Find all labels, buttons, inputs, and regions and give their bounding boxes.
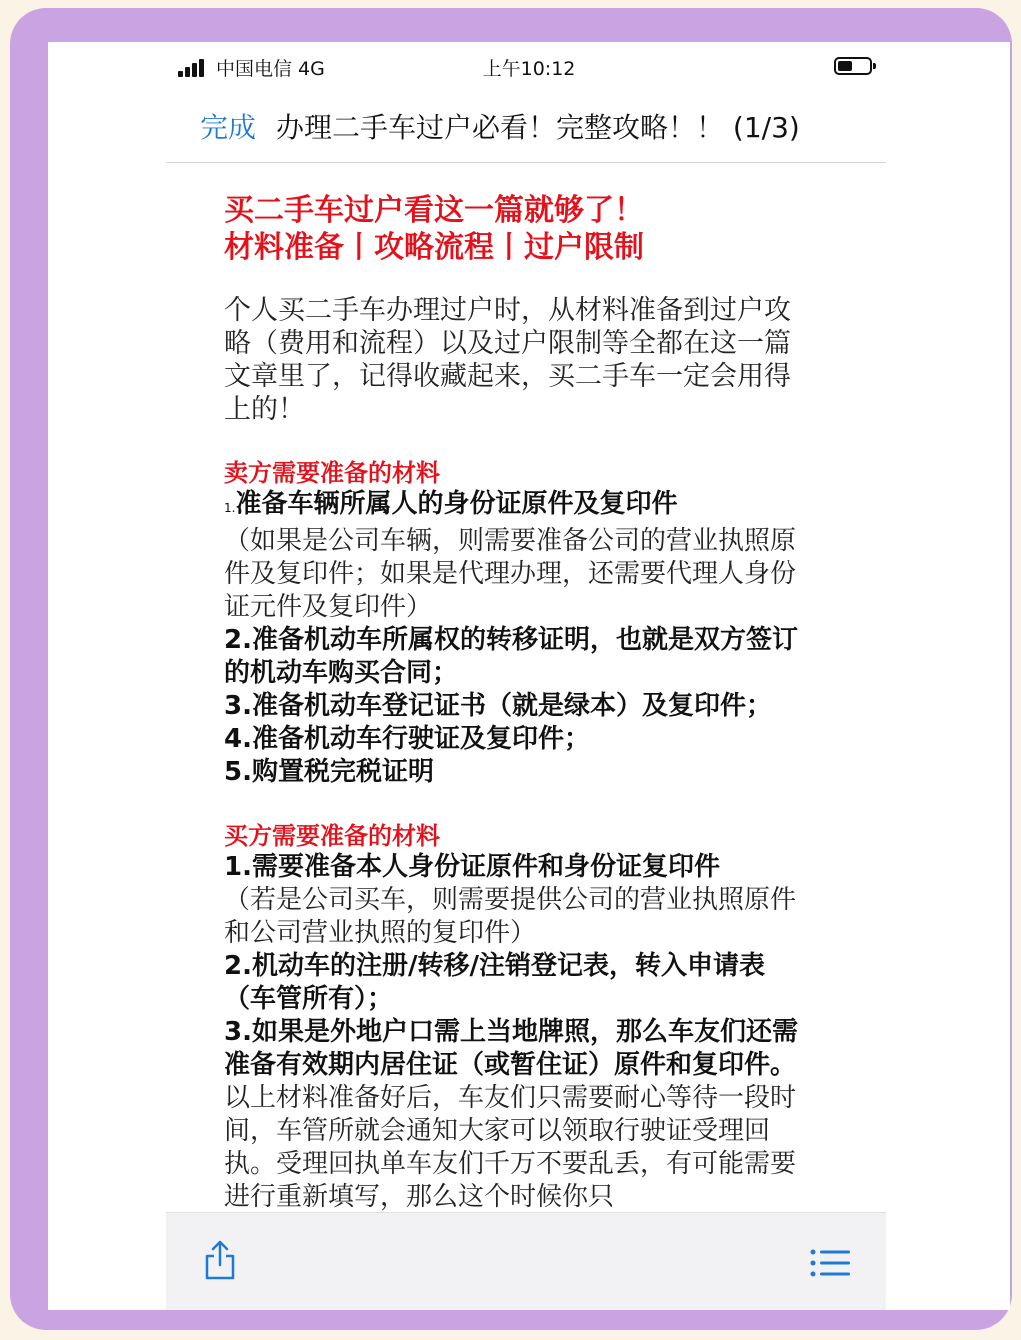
headline-line2: 材料准备丨攻略流程丨过户限制 — [224, 230, 644, 265]
closing-paragraph: 以上材料准备好后，车友们只需要耐心等待一段时间，车管所就会通知大家可以领取行驶证受理回执。受理回执单车友们千万不要乱丢，有可能需要进行重新填写，那么这个时候你只 — [224, 1083, 797, 1212]
buyer-item-1: 1.需要准备本人身份证原件和身份证复印件 — [224, 852, 720, 882]
seller-item-2: 2.准备机动车所属权的转移证明，也就是双方签订的机动车购买合同； — [224, 625, 798, 688]
buyer-item-3: 3.如果是外地户口需上当地牌照，那么车友们还需准备有效期内居住证（或暂住证）原件和复印件。 — [224, 1017, 798, 1080]
buyer-item-1-note: （若是公司买车，则需要提供公司的营业执照原件和公司营业执照的复印件） — [224, 885, 797, 948]
status-bar — [48, 42, 1010, 92]
share-icon[interactable] — [202, 1239, 238, 1281]
seller-item-5: 5.购置税完税证明 — [224, 757, 434, 787]
photo-frame — [10, 8, 1012, 1330]
seller-section-heading: 卖方需要准备的材料 — [224, 459, 440, 487]
bottom-toolbar — [166, 1212, 886, 1310]
list-icon[interactable] — [810, 1249, 850, 1277]
seller-item-1-number: 1. — [224, 501, 236, 515]
seller-item-1-note: （如果是公司车辆，则需要准备公司的营业执照原件及复印件；如果是代理办理，还需要代理人身份证元件及复印件） — [224, 526, 797, 622]
seller-item-4: 4.准备机动车行驶证及复印件； — [224, 724, 590, 754]
article-body — [224, 192, 804, 1214]
phone-screen — [48, 42, 1010, 1310]
page-title: 办理二手车过户必看！完整攻略！！ (1/3) — [276, 111, 800, 144]
nav-bar — [166, 92, 886, 163]
carrier-label: 中国电信 4G — [216, 58, 325, 80]
seller-item-1-text: 准备车辆所属人的身份证原件及复印件 — [235, 489, 678, 519]
seller-item-3: 3.准备机动车登记证书（就是绿本）及复印件； — [224, 691, 772, 721]
buyer-item-2: 2.机动车的注册/转移/注销登记表，转入申请表（车管所有）； — [224, 951, 765, 1014]
done-button[interactable]: 完成 — [200, 111, 257, 144]
battery-icon — [834, 57, 872, 75]
status-time: 上午10:12 — [482, 58, 576, 80]
seller-item-1 — [224, 488, 804, 525]
headline-line1: 买二手车过户看这一篇就够了！ — [224, 193, 644, 228]
intro-paragraph: 个人买二手车办理过户时，从材料准备到过户攻略（费用和流程）以及过户限制等全都在这一篇文章里了，记得收藏起来，买二手车一定会用得上的！ — [224, 295, 791, 425]
buyer-section-heading: 买方需要准备的材料 — [224, 822, 440, 850]
